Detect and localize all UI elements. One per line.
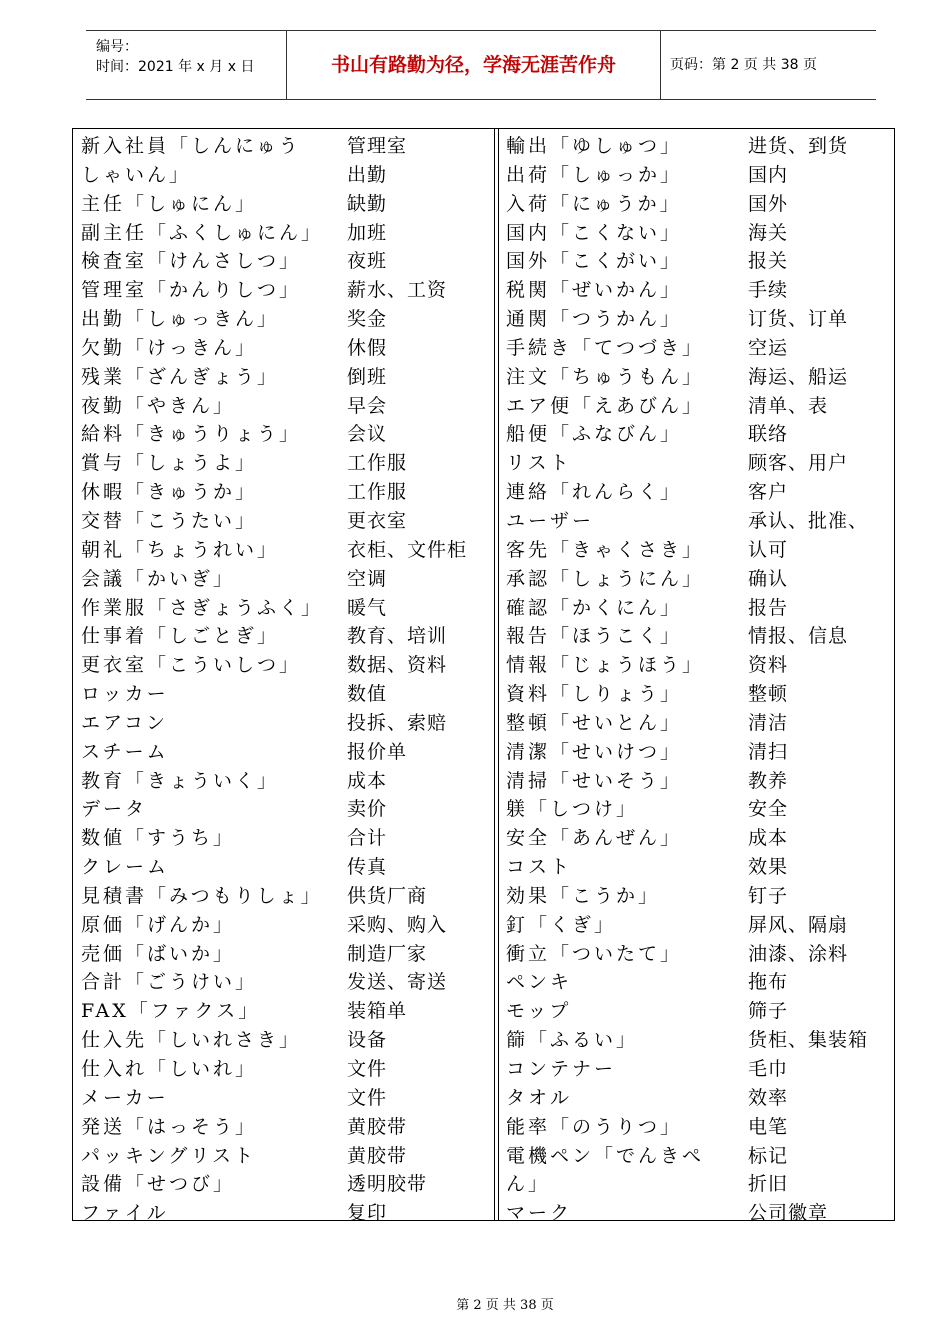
term-cell: 文件	[347, 1058, 388, 1080]
header-divider	[660, 31, 661, 99]
term-cell: 更衣室「こういしつ」	[81, 654, 302, 677]
term-cell: ユーザー	[506, 509, 595, 532]
term-cell: 通関「つうかん」	[506, 308, 683, 331]
term-cell: 出荷「しゅっか」	[506, 163, 683, 186]
term-cell: 作業服「さぎょうふく」	[81, 596, 324, 619]
term-cell: 入荷「にゅうか」	[506, 192, 682, 215]
term-cell: 確認「かくにん」	[506, 596, 683, 619]
term-cell: 出勤	[347, 163, 388, 186]
term-cell: 早会	[347, 394, 388, 417]
table-divider	[494, 128, 495, 1221]
term-cell: 黄胶带	[347, 1144, 408, 1167]
term-cell: 工作服	[347, 452, 408, 475]
japanese-terms-column-left	[81, 132, 343, 1228]
term-cell: エアコン	[81, 711, 169, 734]
term-cell: 更衣室	[347, 509, 408, 532]
term-cell: 能率「のうりつ」	[506, 1115, 683, 1138]
term-cell: 主任「しゅにん」	[81, 192, 258, 215]
term-cell: 确认	[748, 567, 789, 590]
term-cell: マーク	[506, 1202, 573, 1225]
term-cell: メーカー	[81, 1086, 169, 1109]
term-cell: 会議「かいぎ」	[81, 567, 236, 590]
header-meta	[96, 37, 254, 77]
term-cell: 倒班	[347, 365, 388, 388]
term-cell: リスト	[506, 452, 572, 475]
term-cell: 情報「じょうほう」	[506, 654, 705, 677]
term-cell: 钉子	[748, 884, 789, 907]
term-cell: 复印	[347, 1202, 388, 1225]
term-cell: 毛巾	[748, 1058, 789, 1080]
term-cell: 税関「ぜいかん」	[506, 279, 683, 302]
term-cell: 奖金	[347, 308, 388, 331]
term-cell: 新入社員「しんにゅう	[81, 135, 301, 157]
term-cell: 报价单	[347, 740, 408, 763]
term-cell: 効果「こうか」	[506, 884, 661, 907]
term-cell: ペンキ	[506, 971, 573, 994]
term-cell: 折旧	[748, 1173, 789, 1196]
term-cell: 传真	[347, 856, 388, 879]
term-cell: 投拆、索赔	[347, 711, 448, 734]
term-cell: しゃいん」	[81, 163, 192, 186]
term-cell: 报告	[748, 596, 789, 619]
term-cell: 管理室	[347, 135, 408, 157]
table-divider	[498, 128, 499, 1221]
term-cell: ロッカー	[81, 683, 169, 706]
term-cell: 衣柜、文件柜	[347, 538, 468, 561]
term-cell: 安全「あんぜん」	[506, 827, 683, 850]
term-cell: 仕入先「しいれさき」	[81, 1029, 302, 1052]
term-cell: データ	[81, 798, 148, 821]
term-cell: 設備「せつび」	[81, 1173, 236, 1196]
term-cell: 屏风、隔扇	[748, 913, 849, 936]
term-cell: 数据、资料	[347, 654, 448, 677]
term-cell: 成本	[347, 769, 388, 792]
term-cell: 清扫	[748, 740, 789, 763]
term-cell: 顾客、用户	[748, 452, 849, 475]
term-cell: スチーム	[81, 740, 169, 763]
page-header	[86, 30, 876, 100]
term-cell: 発送「はっそう」	[81, 1115, 258, 1138]
term-cell: パッキングリスト	[81, 1144, 257, 1167]
term-cell: 资料	[748, 654, 789, 677]
term-cell: 制造厂家	[347, 942, 428, 965]
term-cell: 原価「げんか」	[81, 913, 236, 936]
term-cell: 会议	[347, 423, 388, 446]
term-cell: 空运	[748, 336, 789, 359]
term-cell: 筛子	[748, 1000, 789, 1023]
term-cell: 仕事着「しごとぎ」	[81, 625, 280, 648]
term-cell: 報告「ほうこく」	[506, 625, 683, 648]
term-cell: 货柜、集装箱	[748, 1029, 869, 1052]
term-cell: 电笔	[748, 1115, 789, 1138]
term-cell: 透明胶带	[347, 1173, 428, 1196]
term-cell: 教育、培训	[347, 625, 448, 648]
term-cell: 标记	[748, 1144, 789, 1167]
page-footer: 第 2 页 共 38 页	[456, 1298, 554, 1313]
term-cell: 文件	[347, 1086, 388, 1109]
term-cell: 夜勤「やきん」	[81, 394, 236, 417]
term-cell: 交替「こうたい」	[81, 509, 258, 532]
term-cell: 衝立「ついたて」	[506, 942, 683, 965]
term-cell: 休假	[347, 336, 388, 359]
date-label: 时间：2021 年 x 月 x 日	[96, 59, 255, 75]
term-cell: 残業「ざんぎょう」	[81, 365, 280, 388]
term-cell: 篩「ふるい」	[506, 1029, 639, 1052]
term-cell: 海运、船运	[748, 365, 849, 388]
term-cell: 效果	[748, 856, 789, 879]
term-cell: 数值	[347, 683, 388, 706]
term-cell: 采购、购入	[347, 913, 448, 936]
term-cell: 装箱单	[347, 1000, 408, 1023]
term-cell: 空调	[347, 567, 388, 590]
term-cell: 订货、订单	[748, 308, 849, 331]
term-cell: 报关	[748, 250, 789, 273]
term-cell: 賞与「しょうよ」	[81, 452, 258, 475]
term-cell: 輸出「ゆしゅつ」	[506, 135, 683, 157]
term-cell: 整顿	[748, 683, 789, 706]
term-cell: 給料「きゅうりょう」	[81, 423, 302, 446]
term-cell: 数値「すうち」	[81, 827, 236, 850]
term-cell: エア便「えあびん」	[506, 394, 705, 417]
term-cell: 薪水、工资	[347, 279, 448, 302]
term-cell: 情报、信息	[748, 625, 849, 648]
term-cell: 公司徽章	[748, 1202, 829, 1225]
term-cell: 管理室「かんりしつ」	[81, 279, 302, 302]
term-cell: 设备	[347, 1029, 388, 1052]
term-cell: 検査室「けんさしつ」	[81, 250, 302, 273]
term-cell: 夜班	[347, 250, 388, 273]
term-cell: 认可	[748, 538, 789, 561]
term-cell: 朝礼「ちょうれい」	[81, 538, 280, 561]
term-cell: 手続き「てつづき」	[506, 336, 705, 359]
term-cell: 手续	[748, 279, 789, 302]
term-cell: 教育「きょういく」	[81, 769, 280, 792]
term-cell: 合计	[347, 827, 388, 850]
term-cell: 国外	[748, 192, 789, 215]
term-cell: 清洁	[748, 711, 789, 734]
term-cell: 電機ペン「でんきぺ	[506, 1144, 705, 1167]
term-cell: 見積書「みつもりしょ」	[81, 884, 323, 907]
term-cell: 船便「ふなびん」	[506, 423, 683, 446]
term-cell: 客先「きゃくさき」	[506, 538, 705, 561]
term-cell: コスト	[506, 856, 573, 879]
term-cell: 資料「しりょう」	[506, 683, 683, 706]
term-cell: 国外「こくがい」	[506, 250, 683, 273]
term-cell: 清掃「せいそう」	[506, 769, 683, 792]
term-cell: 黄胶带	[347, 1115, 408, 1138]
term-cell: 加班	[347, 221, 388, 244]
code-label: 编号：	[96, 39, 138, 55]
term-cell: 釘「くぎ」	[506, 913, 617, 936]
term-cell: タオル	[506, 1086, 573, 1109]
term-cell: 仕入れ「しいれ」	[81, 1058, 258, 1080]
term-cell: 清潔「せいけつ」	[506, 740, 683, 763]
term-cell: ファイル	[81, 1202, 169, 1225]
term-cell: 教养	[748, 769, 789, 792]
term-cell: 发送、寄送	[347, 971, 448, 994]
term-cell: 整頓「せいとん」	[506, 711, 683, 734]
chinese-terms-column-right	[748, 132, 893, 1228]
term-cell: 合計「ごうけい」	[81, 971, 258, 994]
term-cell: 躾「しつけ」	[506, 798, 639, 821]
term-cell: 进货、到货	[748, 135, 849, 157]
term-cell: 效率	[748, 1086, 789, 1109]
term-cell: 連絡「れんらく」	[506, 481, 683, 504]
term-cell: 油漆、涂料	[748, 942, 849, 965]
term-cell: FAX「ファクス」	[81, 1000, 261, 1023]
header-motto: 书山有路勤为径，学海无涯苦作舟	[330, 54, 616, 76]
term-cell: 客户	[748, 481, 789, 504]
term-cell: 工作服	[347, 481, 408, 504]
term-cell: 注文「ちゅうもん」	[506, 365, 705, 388]
term-cell: 休暇「きゅうか」	[81, 481, 258, 504]
term-cell: 承认、批准、	[748, 509, 869, 532]
term-cell: 供货厂商	[347, 884, 428, 907]
term-cell: コンテナー	[506, 1058, 617, 1080]
term-cell: モップ	[506, 1000, 572, 1023]
term-cell: 承認「しょうにん」	[506, 567, 705, 590]
term-cell: 副主任「ふくしゅにん」	[81, 221, 324, 244]
term-cell: 売価「ばいか」	[81, 942, 236, 965]
term-cell: 联络	[748, 423, 789, 446]
term-cell: 出勤「しゅっきん」	[81, 308, 280, 331]
term-cell: 国内	[748, 163, 789, 186]
term-cell: クレーム	[81, 856, 170, 879]
term-cell: 缺勤	[347, 192, 388, 215]
term-cell: 拖布	[748, 971, 789, 994]
term-cell: 欠勤「けっきん」	[81, 336, 258, 359]
term-cell: 清单、表	[748, 394, 829, 417]
term-cell: 国内「こくない」	[506, 221, 683, 244]
term-cell: ん」	[506, 1173, 551, 1196]
japanese-terms-column-right	[506, 132, 744, 1228]
term-cell: 安全	[748, 798, 789, 821]
header-page-number: 页码：第 2 页 共 38 页	[670, 57, 817, 73]
term-cell: 海关	[748, 221, 789, 244]
term-cell: 成本	[748, 827, 789, 850]
term-cell: 暖气	[347, 596, 388, 619]
chinese-terms-column-left	[347, 132, 493, 1228]
term-cell: 卖价	[347, 798, 388, 821]
